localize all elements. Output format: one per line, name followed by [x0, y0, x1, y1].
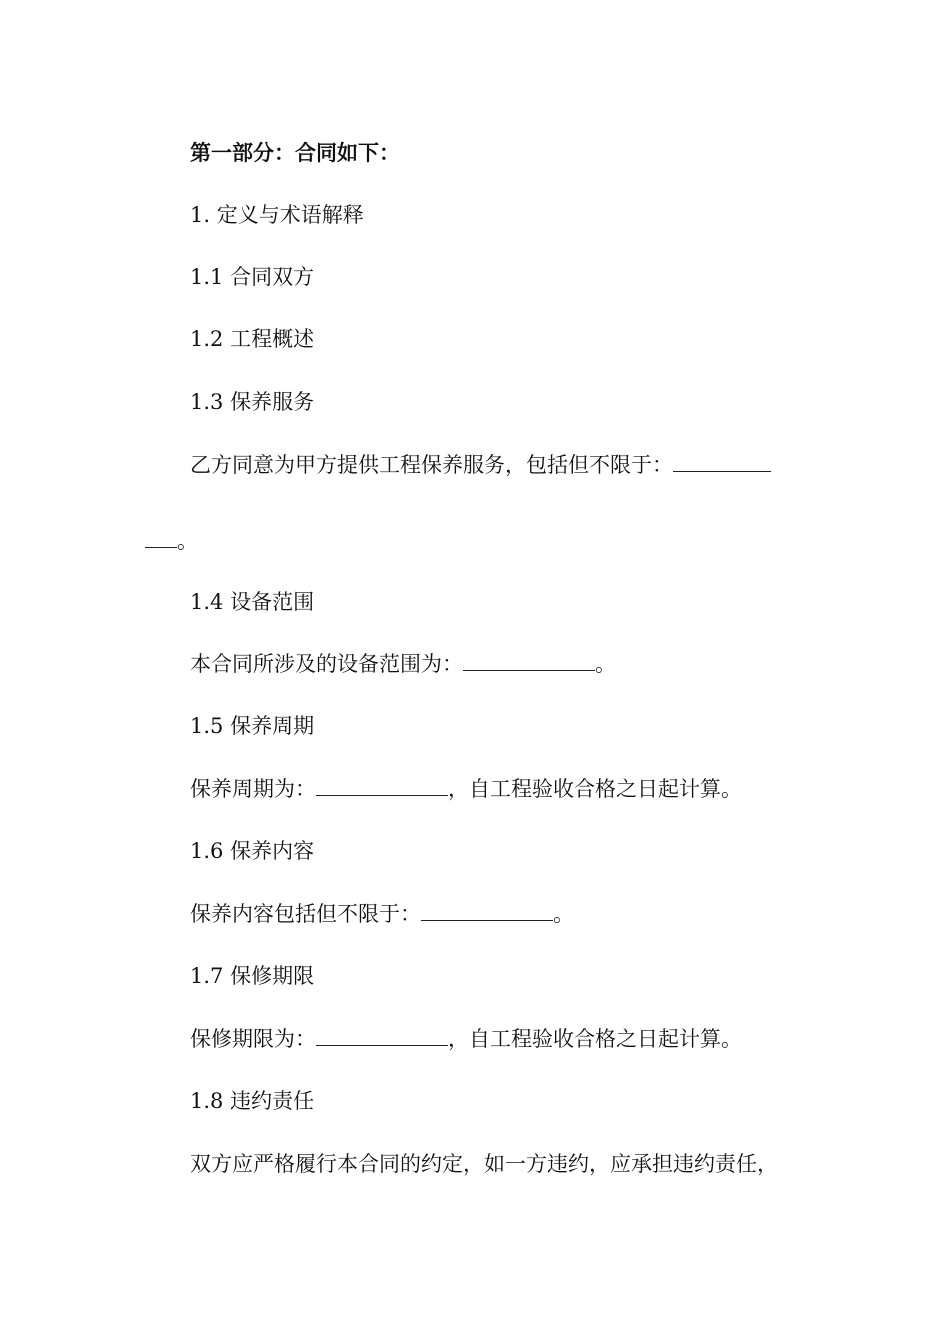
- section-1-title: 1. 定义与术语解释: [190, 203, 364, 227]
- paragraph-text: 保修期限为：: [190, 1027, 316, 1051]
- section-1-1-title: 1.1 合同双方: [190, 265, 315, 289]
- blank-fill-line: [316, 775, 448, 796]
- paragraph-end: 。: [553, 902, 574, 926]
- section-1-5-title: 1.5 保养周期: [190, 714, 315, 738]
- paragraph-end: ，自工程验收合格之日起计算。: [448, 777, 742, 801]
- section-1-3-paragraph: [190, 451, 771, 479]
- section-1-5-paragraph: [190, 775, 742, 803]
- paragraph-end: 。: [595, 652, 616, 676]
- section-1-6-title: 1.6 保养内容: [190, 839, 315, 863]
- paragraph-end: 。: [177, 529, 198, 553]
- blank-fill-line: [421, 900, 553, 921]
- section-1-6-paragraph: [190, 900, 574, 928]
- blank-fill-line: [316, 1025, 448, 1046]
- blank-fill-line: [673, 451, 771, 472]
- section-1-8-title: 1.8 违约责任: [190, 1089, 315, 1113]
- paragraph-text: 本合同所涉及的设备范围为：: [190, 652, 463, 676]
- paragraph-end: ，自工程验收合格之日起计算。: [448, 1027, 742, 1051]
- paragraph-text: 乙方同意为甲方提供工程保养服务，包括但不限于：: [190, 453, 673, 477]
- section-1-4-paragraph: [190, 650, 616, 678]
- paragraph-text: 保养周期为：: [190, 777, 316, 801]
- section-1-7-title: 1.7 保修期限: [190, 964, 315, 988]
- blank-fill-line: [145, 527, 177, 548]
- blank-fill-line: [463, 650, 595, 671]
- section-1-7-paragraph: [190, 1025, 742, 1053]
- paragraph-text: 保养内容包括但不限于：: [190, 902, 421, 926]
- part-heading: 第一部分：合同如下：: [190, 140, 400, 165]
- section-1-3-title: 1.3 保养服务: [190, 390, 315, 414]
- section-1-4-title: 1.4 设备范围: [190, 590, 315, 614]
- section-1-2-title: 1.2 工程概述: [190, 327, 315, 351]
- section-1-3-paragraph-continuation: [145, 527, 198, 555]
- section-1-8-paragraph: 双方应严格履行本合同的约定，如一方违约，应承担违约责任，: [190, 1152, 778, 1176]
